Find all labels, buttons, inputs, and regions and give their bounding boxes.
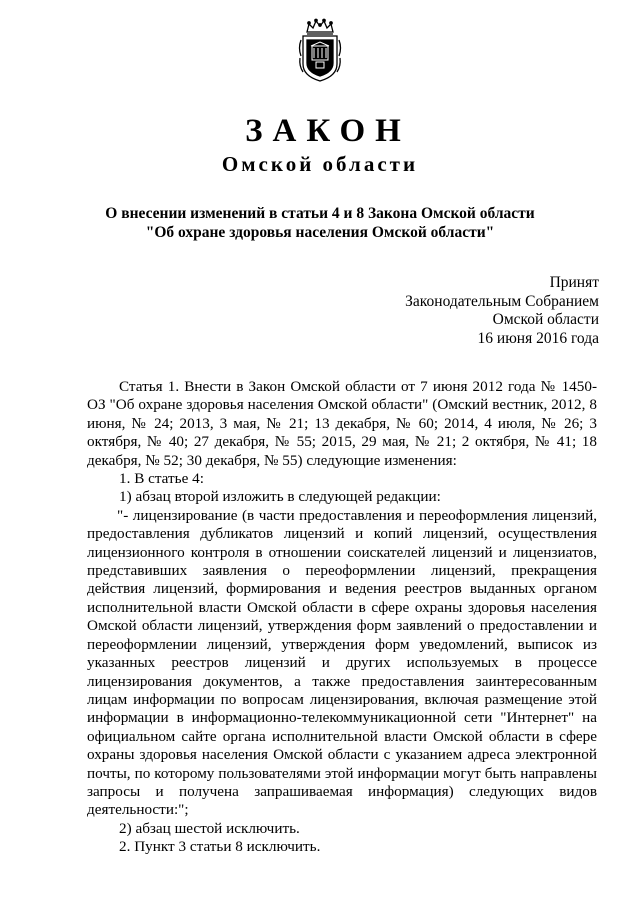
list-item: 1) абзац второй изложить в следующей редакции:: [119, 488, 441, 506]
coat-of-arms-icon: [297, 18, 343, 84]
article-1-paragraph: Статья 1. Внести в Закон Омской области от 7 июня 2012 года № 1450-ОЗ "Об охране здоровья населения Омской области" (Омский вестник, 2012, 8 июня, № 24; 2013, 3 мая, № 21; 13 декабря, № 60; 2014, 4 июля, № 26; 3 октября, № 40; 27 декабря, № 55; 2015, 29 мая, № 21; 2 октября, № 41; 18 декабря, № 52; 30 декабря, № 55) следующие изменения:: [87, 378, 597, 469]
list-item: 1. В статье 4:: [119, 470, 204, 488]
adoption-line: Омской области: [492, 311, 599, 328]
adoption-block: [405, 274, 599, 348]
document-subtitle: Омской области: [221, 152, 419, 176]
list-item: 2. Пункт 3 статьи 8 исключить.: [119, 838, 321, 856]
document-body: [87, 378, 597, 857]
law-heading: [90, 204, 550, 242]
quoted-paragraph: "- лицензирование (в части предоставления и переоформления лицензий, предоставления дубликатов лицензий и копий лицензий, осуществления лицензионного контроля в отношении соискателей лицензий и лицензиатов, представивших заявления о переоформлении лицензий, прекращения действия лицензий, формирования и ведения реестров выданных органом исполнительной власти Омской области в сфере охраны здоровья населения Омской области лицензий, утверждения форм заявлений о предоставлении и переоформлении лицензий, утверждения форм уведомлений, выписок из указанных реестров лицензий и других используемых в процессе лицензирования документов, а также предоставления заинтересованным лицам информации по вопросам лицензирования, включая размещение этой информации в информационно-телекоммуникационной сети "Интернет" на официальном сайте органа исполнительной власти Омской области в сфере охраны здоровья населения Омской области с указанием адреса электронной почты, по которому пользователями этой информации могут быть направлены запросы и получена запрашиваемая информация) следующих видов деятельности:";: [87, 506, 597, 819]
heading-line: О внесении изменений в статьи 4 и 8 Закона Омской области: [105, 205, 535, 222]
heading-line: "Об охране здоровья населения Омской области": [145, 224, 495, 241]
document-title: ЗАКОН: [245, 113, 411, 149]
adoption-line: Законодательным Собранием: [405, 292, 599, 310]
adoption-line: Принят: [549, 274, 599, 291]
adoption-date: 16 июня 2016 года: [477, 329, 599, 347]
list-item: 2) абзац шестой исключить.: [119, 819, 300, 837]
